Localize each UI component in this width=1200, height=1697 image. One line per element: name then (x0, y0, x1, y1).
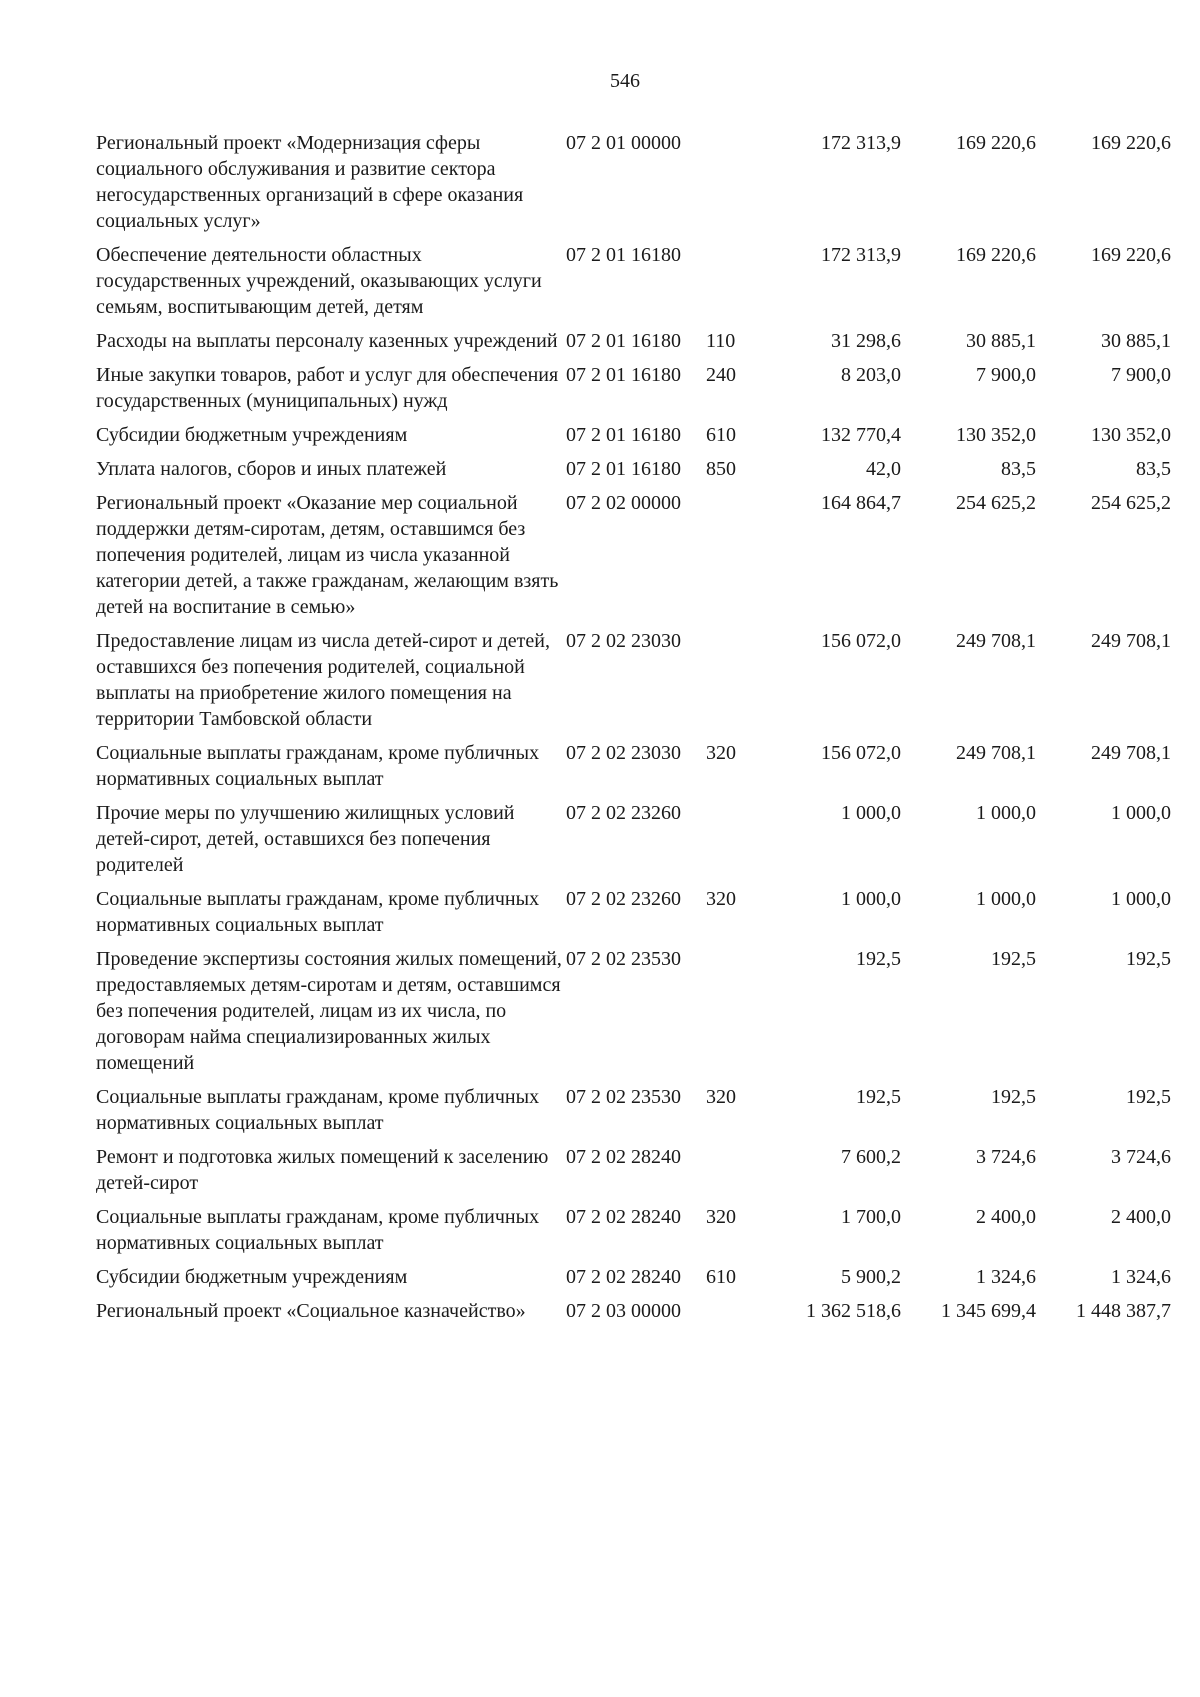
amount-year-2: 30 885,1 (966, 330, 1036, 352)
table-row (96, 740, 1171, 800)
amount-year-3: 1 324,6 (1111, 1266, 1171, 1288)
table-row (96, 1144, 1171, 1204)
table-row (96, 1264, 1171, 1298)
target-article-code: 07 2 03 00000 (566, 1300, 681, 1322)
amount-year-3: 1 000,0 (1111, 802, 1171, 824)
amount-year-2: 192,5 (991, 1086, 1036, 1108)
amount-year-1: 192,5 (856, 948, 901, 970)
amount-year-1: 31 298,6 (831, 330, 901, 352)
expense-name: Расходы на выплаты персоналу казенных учреждений (96, 330, 558, 352)
amount-year-1: 1 700,0 (841, 1206, 901, 1228)
amount-year-1: 156 072,0 (821, 742, 901, 764)
expense-name: Региональный проект «Социальное казначейство» (96, 1300, 526, 1322)
budget-table (96, 130, 1171, 1332)
expense-name: Ремонт и подготовка жилых помещений к заселению детей-сирот (96, 1146, 549, 1194)
expense-type-code (706, 1298, 766, 1332)
target-article-code: 07 2 01 16180 (566, 364, 681, 386)
expense-name: Социальные выплаты гражданам, кроме публичных нормативных социальных выплат (96, 742, 540, 790)
amount-year-3: 192,5 (1126, 1086, 1171, 1108)
amount-year-2: 1 000,0 (976, 802, 1036, 824)
target-article-code: 07 2 01 16180 (566, 458, 681, 480)
target-article-code: 07 2 02 23530 (566, 948, 681, 970)
table-row (96, 130, 1171, 242)
table-row (96, 422, 1171, 456)
amount-year-3: 130 352,0 (1091, 424, 1171, 446)
amount-year-2: 249 708,1 (956, 742, 1036, 764)
table-row (96, 242, 1171, 328)
amount-year-3: 83,5 (1136, 458, 1171, 480)
target-article-code: 07 2 01 16180 (566, 330, 681, 352)
amount-year-3: 3 724,6 (1111, 1146, 1171, 1168)
table-row (96, 628, 1171, 740)
amount-year-1: 1 362 518,6 (806, 1300, 901, 1322)
target-article-code: 07 2 02 28240 (566, 1146, 681, 1168)
amount-year-2: 130 352,0 (956, 424, 1036, 446)
amount-year-3: 1 448 387,7 (1076, 1300, 1171, 1322)
expense-name: Проведение экспертизы состояния жилых помещений, предоставляемых детям-сиротам и детям, оставшимся без попечения родителей, лицам из их числа, по договорам найма специализированных жилых помещений (96, 948, 562, 1074)
amount-year-2: 2 400,0 (976, 1206, 1036, 1228)
amount-year-1: 8 203,0 (841, 364, 901, 386)
expense-name: Обеспечение деятельности областных государственных учреждений, оказывающих услуги семьям, воспитывающим детей, детям (96, 244, 542, 318)
expense-type-code: 610 (706, 424, 736, 446)
amount-year-2: 169 220,6 (956, 244, 1036, 266)
expense-name: Иные закупки товаров, работ и услуг для обеспечения государственных (муниципальных) нужд (96, 364, 559, 412)
target-article-code: 07 2 02 23260 (566, 802, 681, 824)
target-article-code: 07 2 02 23030 (566, 630, 681, 652)
expense-name: Субсидии бюджетным учреждениям (96, 424, 408, 446)
amount-year-3: 249 708,1 (1091, 630, 1171, 652)
table-row (96, 1204, 1171, 1264)
amount-year-1: 1 000,0 (841, 888, 901, 910)
amount-year-2: 169 220,6 (956, 132, 1036, 154)
expense-name: Субсидии бюджетным учреждениям (96, 1266, 408, 1288)
target-article-code: 07 2 02 23260 (566, 888, 681, 910)
expense-type-code: 320 (706, 1206, 736, 1228)
table-row (96, 456, 1171, 490)
expense-type-code: 240 (706, 364, 736, 386)
expense-type-code: 320 (706, 1086, 736, 1108)
table-row (96, 1298, 1171, 1332)
amount-year-2: 254 625,2 (956, 492, 1036, 514)
target-article-code: 07 2 02 23030 (566, 742, 681, 764)
page-number: 546 (610, 70, 640, 92)
table-row (96, 328, 1171, 362)
amount-year-1: 1 000,0 (841, 802, 901, 824)
amount-year-1: 7 600,2 (841, 1146, 901, 1168)
expense-type-code (706, 800, 766, 886)
expense-type-code: 850 (706, 458, 736, 480)
target-article-code: 07 2 02 28240 (566, 1266, 681, 1288)
amount-year-1: 172 313,9 (821, 132, 901, 154)
budget-table-body (96, 130, 1171, 1332)
expense-type-code (706, 946, 766, 1084)
expense-name: Социальные выплаты гражданам, кроме публичных нормативных социальных выплат (96, 888, 540, 936)
expense-type-code: 320 (706, 888, 736, 910)
expense-type-code: 610 (706, 1266, 736, 1288)
amount-year-1: 164 864,7 (821, 492, 901, 514)
target-article-code: 07 2 01 16180 (566, 244, 681, 266)
amount-year-2: 1 324,6 (976, 1266, 1036, 1288)
amount-year-3: 254 625,2 (1091, 492, 1171, 514)
amount-year-1: 5 900,2 (841, 1266, 901, 1288)
expense-name: Предоставление лицам из числа детей-сирот и детей, оставшихся без попечения родителей, социальной выплаты на приобретение жилого помещения на территории Тамбовской области (96, 630, 550, 730)
table-row (96, 362, 1171, 422)
table-row (96, 946, 1171, 1084)
table-row (96, 490, 1171, 628)
target-article-code: 07 2 02 28240 (566, 1206, 681, 1228)
target-article-code: 07 2 02 00000 (566, 492, 681, 514)
target-article-code: 07 2 01 00000 (566, 132, 681, 154)
amount-year-1: 132 770,4 (821, 424, 901, 446)
expense-name: Прочие меры по улучшению жилищных условий детей-сирот, детей, оставшихся без попечения родителей (96, 802, 515, 876)
amount-year-2: 83,5 (1001, 458, 1036, 480)
amount-year-3: 169 220,6 (1091, 132, 1171, 154)
amount-year-1: 192,5 (856, 1086, 901, 1108)
amount-year-1: 42,0 (866, 458, 901, 480)
table-row (96, 886, 1171, 946)
expense-type-code (706, 490, 766, 628)
table-row (96, 1084, 1171, 1144)
amount-year-2: 1 000,0 (976, 888, 1036, 910)
expense-type-code (706, 1144, 766, 1204)
amount-year-3: 7 900,0 (1111, 364, 1171, 386)
expense-name: Региональный проект «Модернизация сферы социального обслуживания и развитие сектора негосударственных организаций в сфере оказания социальных услуг» (96, 132, 524, 232)
target-article-code: 07 2 01 16180 (566, 424, 681, 446)
expense-type-code (706, 628, 766, 740)
amount-year-3: 30 885,1 (1101, 330, 1171, 352)
amount-year-1: 156 072,0 (821, 630, 901, 652)
amount-year-3: 169 220,6 (1091, 244, 1171, 266)
expense-name: Региональный проект «Оказание мер социальной поддержки детям-сиротам, детям, оставшимся без попечения родителей, лицам из числа указанной категории детей, а также гражданам, желающим взять детей на воспитание в семью» (96, 492, 559, 618)
amount-year-3: 192,5 (1126, 948, 1171, 970)
expense-type-code: 320 (706, 742, 736, 764)
expense-type-code (706, 242, 766, 328)
amount-year-3: 249 708,1 (1091, 742, 1171, 764)
amount-year-2: 249 708,1 (956, 630, 1036, 652)
expense-name: Уплата налогов, сборов и иных платежей (96, 458, 447, 480)
target-article-code: 07 2 02 23530 (566, 1086, 681, 1108)
amount-year-2: 192,5 (991, 948, 1036, 970)
expense-type-code: 110 (706, 330, 736, 352)
amount-year-3: 2 400,0 (1111, 1206, 1171, 1228)
expense-name: Социальные выплаты гражданам, кроме публичных нормативных социальных выплат (96, 1206, 540, 1254)
amount-year-3: 1 000,0 (1111, 888, 1171, 910)
expense-type-code (706, 130, 766, 242)
amount-year-2: 3 724,6 (976, 1146, 1036, 1168)
table-row (96, 800, 1171, 886)
amount-year-1: 172 313,9 (821, 244, 901, 266)
amount-year-2: 1 345 699,4 (941, 1300, 1036, 1322)
expense-name: Социальные выплаты гражданам, кроме публичных нормативных социальных выплат (96, 1086, 540, 1134)
amount-year-2: 7 900,0 (976, 364, 1036, 386)
